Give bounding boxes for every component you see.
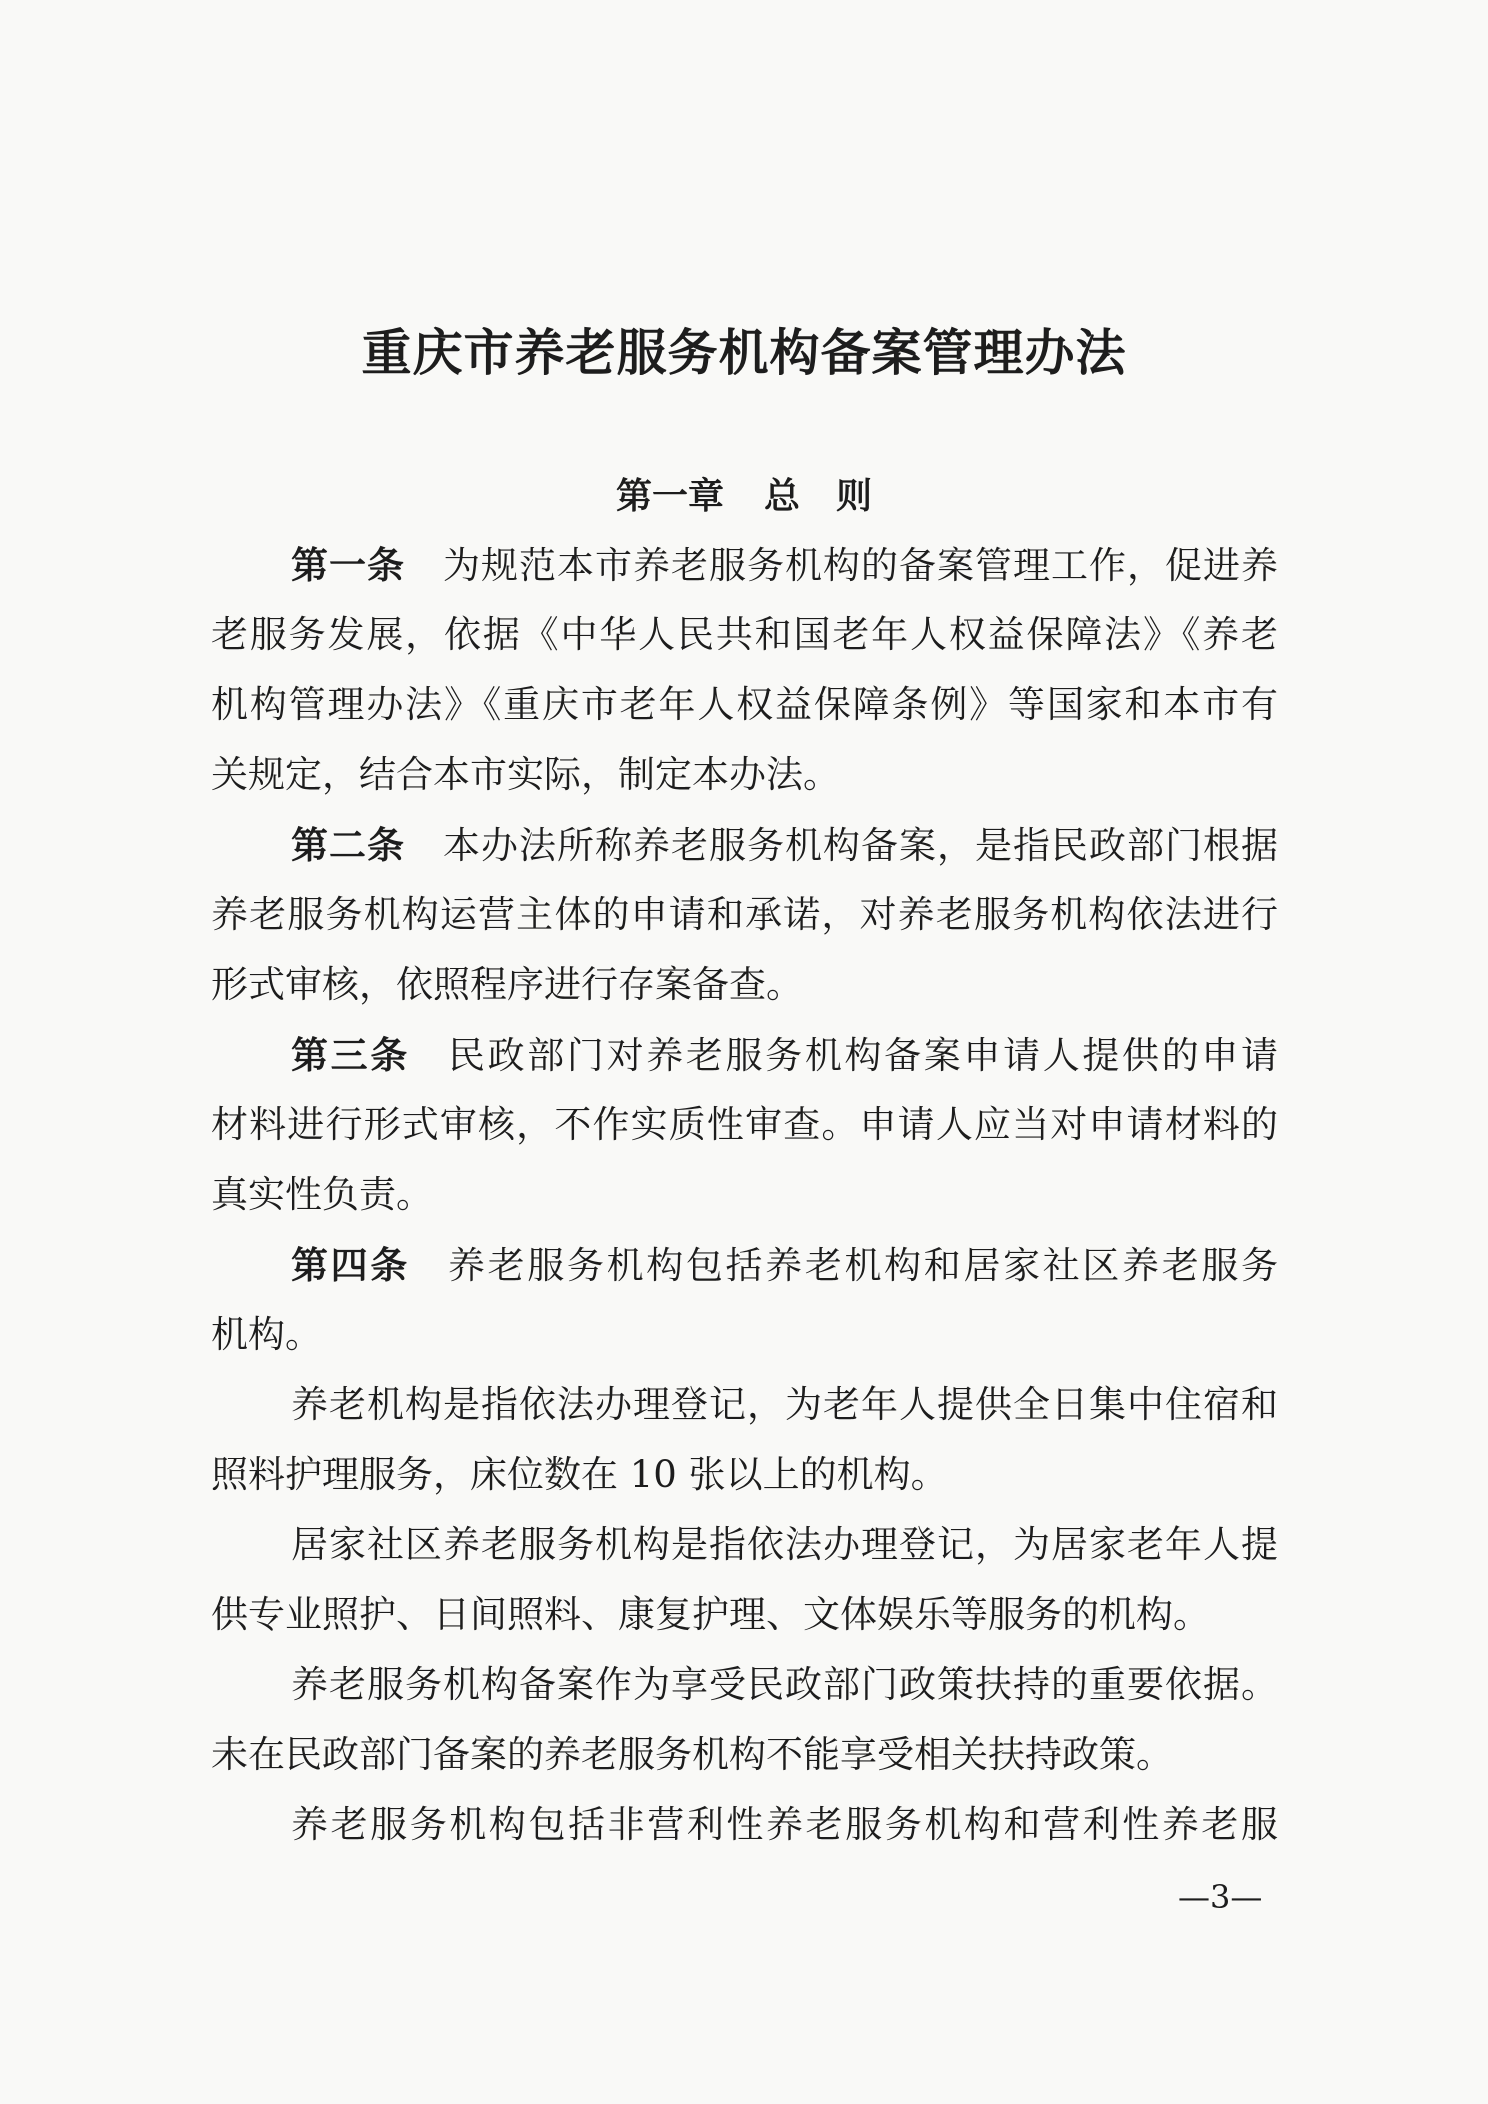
paragraph-4-line-1: 养老服务机构包括非营利性养老服务机构和营利性养老服 bbox=[291, 1803, 1278, 1846]
article-1-line-4: 关规定，结合本市实际，制定本办法。 bbox=[211, 753, 840, 796]
article-label: 第一条 bbox=[291, 543, 405, 587]
article-1-line-2: 老服务发展，依据《中华人民共和国老年人权益保障法》《养老 bbox=[211, 613, 1278, 656]
document-title: 重庆市养老服务机构备案管理办法 bbox=[361, 323, 1127, 382]
article-label: 第三条 bbox=[291, 1033, 410, 1077]
chapter-heading bbox=[0, 466, 1488, 526]
article-4-line-1: 第四条 养老服务机构包括养老机构和居家社区养老服务 bbox=[291, 1243, 1279, 1287]
article-label: 第四条 bbox=[291, 1243, 410, 1287]
article-2-line-1: 第二条 本办法所称养老服务机构备案，是指民政部门根据 bbox=[291, 823, 1278, 867]
article-2-line-2: 养老服务机构运营主体的申请和承诺，对养老服务机构依法进行 bbox=[211, 893, 1278, 936]
article-3-line-1: 第三条 民政部门对养老服务机构备案申请人提供的申请 bbox=[291, 1033, 1279, 1077]
chapter-name: 总 则 bbox=[764, 475, 873, 517]
paragraph-2-line-1: 居家社区养老服务机构是指依法办理登记，为居家老年人提 bbox=[291, 1523, 1278, 1566]
paragraph-2-line-2: 供专业照护、日间照料、康复护理、文体娱乐等服务的机构。 bbox=[211, 1593, 1210, 1636]
article-4-line-2: 机构。 bbox=[211, 1313, 322, 1356]
article-3-line-3: 真实性负责。 bbox=[211, 1173, 433, 1216]
paragraph-1-line-1: 养老机构是指依法办理登记，为老年人提供全日集中住宿和 bbox=[291, 1383, 1278, 1426]
article-3-line-2: 材料进行形式审核，不作实质性审查。申请人应当对申请材料的 bbox=[211, 1103, 1278, 1146]
article-label: 第二条 bbox=[291, 823, 405, 867]
article-1-line-3: 机构管理办法》《重庆市老年人权益保障条例》等国家和本市有 bbox=[211, 683, 1278, 726]
article-2-line-3: 形式审核，依照程序进行存案备查。 bbox=[211, 963, 803, 1006]
article-1-line-1: 第一条 为规范本市养老服务机构的备案管理工作，促进养 bbox=[291, 543, 1278, 587]
chapter-number: 第一章 bbox=[615, 475, 724, 517]
paragraph-3-line-1: 养老服务机构备案作为享受民政部门政策扶持的重要依据。 bbox=[291, 1663, 1278, 1706]
paragraph-1-line-2: 照料护理服务，床位数在 10 张以上的机构。 bbox=[211, 1453, 948, 1496]
paragraph-3-line-2: 未在民政部门备案的养老服务机构不能享受相关扶持政策。 bbox=[211, 1733, 1173, 1776]
page-number: —3— bbox=[1178, 1878, 1263, 1916]
